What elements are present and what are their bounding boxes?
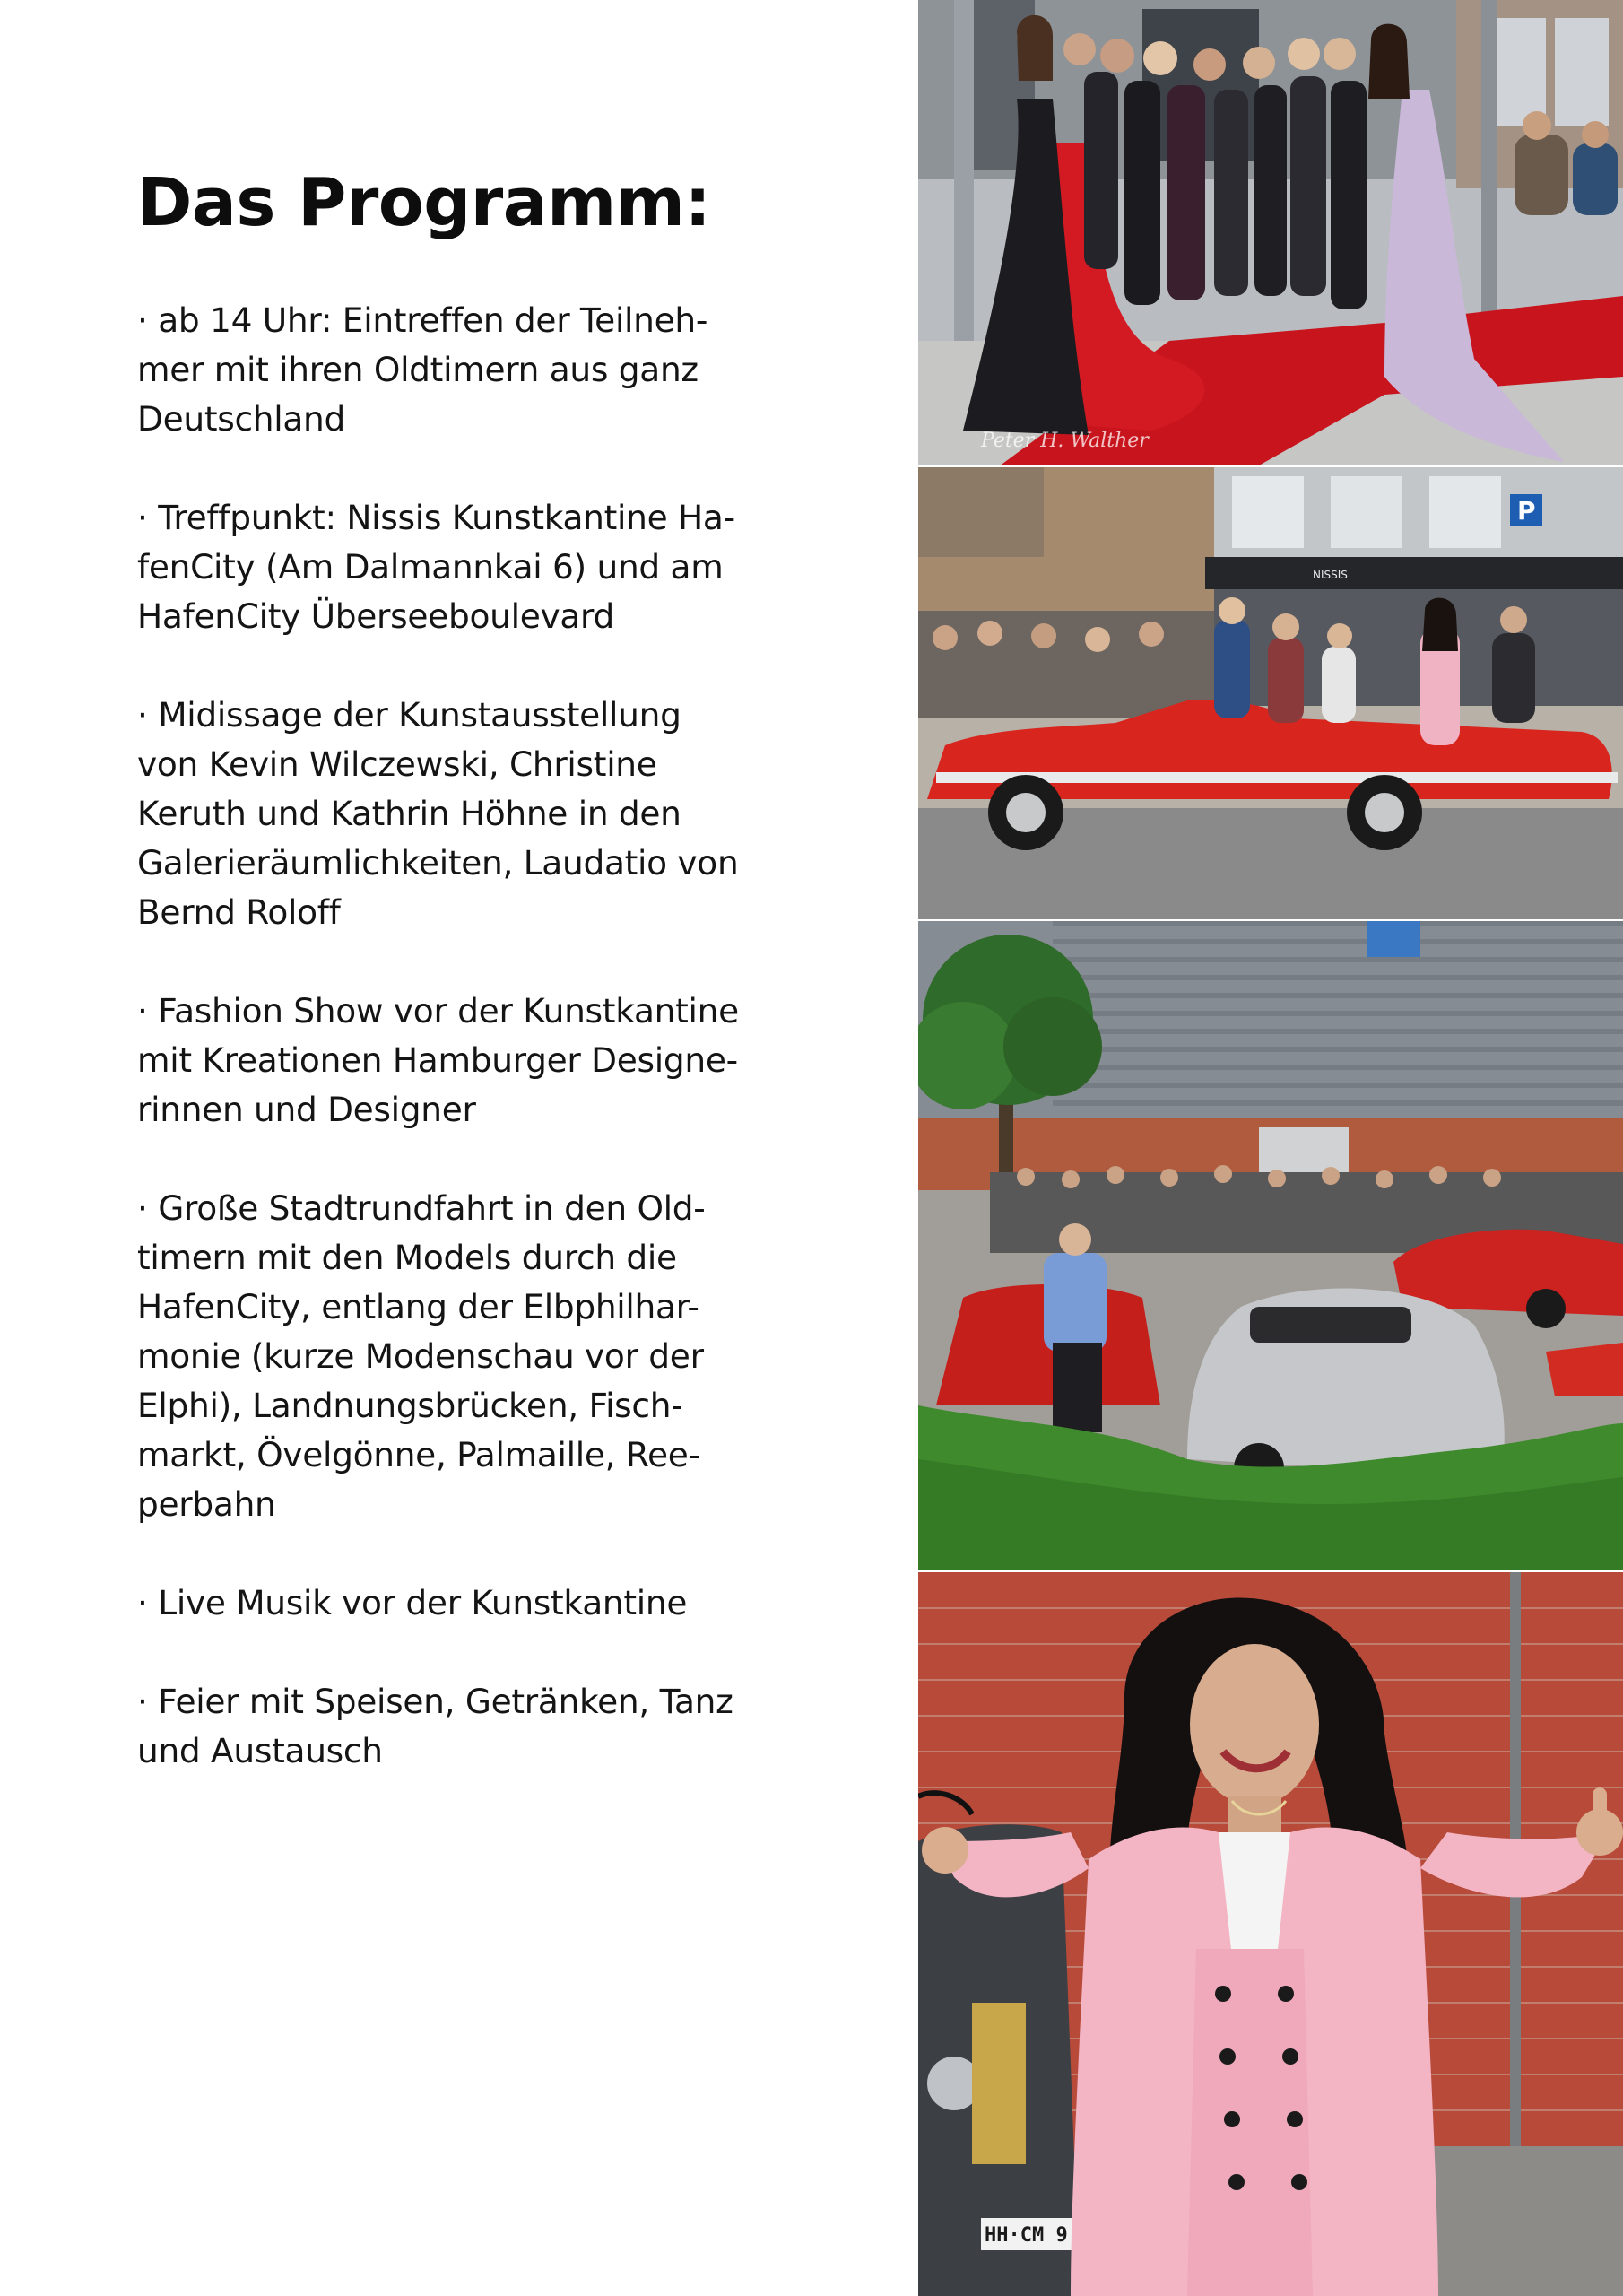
page-title: Das Programm: bbox=[137, 164, 711, 241]
photographer-signature: Peter H. Walther bbox=[981, 430, 1149, 452]
program-item-meeting-point: · Treffpunkt: Nissis Kunstkantine Ha- fenCity (Am Dalmannkai 6) und am HafenCity Überseeboulevard bbox=[137, 498, 735, 636]
fashion-show-photo bbox=[918, 0, 1623, 465]
program-list bbox=[137, 296, 783, 1776]
program-item-live-music: · Live Musik vor der Kunstkantine bbox=[137, 1583, 688, 1622]
store-sign: NISSIS bbox=[1313, 569, 1348, 581]
program-item-fashion-show: · Fashion Show vor der Kunstkantine mit Kreationen Hamburger Designe- rinnen und Designer bbox=[137, 991, 739, 1129]
program-item-city-tour: · Große Stadtrundfahrt in den Old- timern mit den Models durch die HafenCity, entlang der Elbphilhar- monie (kurze Modenschau vor der Elphi), Landnungsbrücken, Fisch- markt, Övelgönne, Palmaille, Ree- perbahn bbox=[137, 1188, 706, 1524]
license-plate: HH·CM 9 bbox=[985, 2224, 1068, 2247]
host-portrait-photo bbox=[918, 1572, 1623, 2296]
program-item-arrival: · ab 14 Uhr: Eintreffen der Teilneh- mer mit ihren Oldtimern aus ganz Deutschland bbox=[137, 300, 708, 439]
photo-column bbox=[918, 0, 1623, 2296]
program-text-column bbox=[137, 161, 783, 1825]
program-item-art-exhibition: · Midissage der Kunstausstellung von Kevin Wilczewski, Christine Keruth und Kathrin Höhne in den Galerieräumlichkeiten, Laudatio von Bernd Roloff bbox=[137, 695, 739, 932]
car-meeting-photo bbox=[918, 921, 1623, 1570]
parking-sign: P bbox=[1517, 496, 1536, 526]
red-convertible-photo bbox=[918, 467, 1623, 919]
program-item-celebration: · Feier mit Speisen, Getränken, Tanz und Austausch bbox=[137, 1682, 733, 1770]
